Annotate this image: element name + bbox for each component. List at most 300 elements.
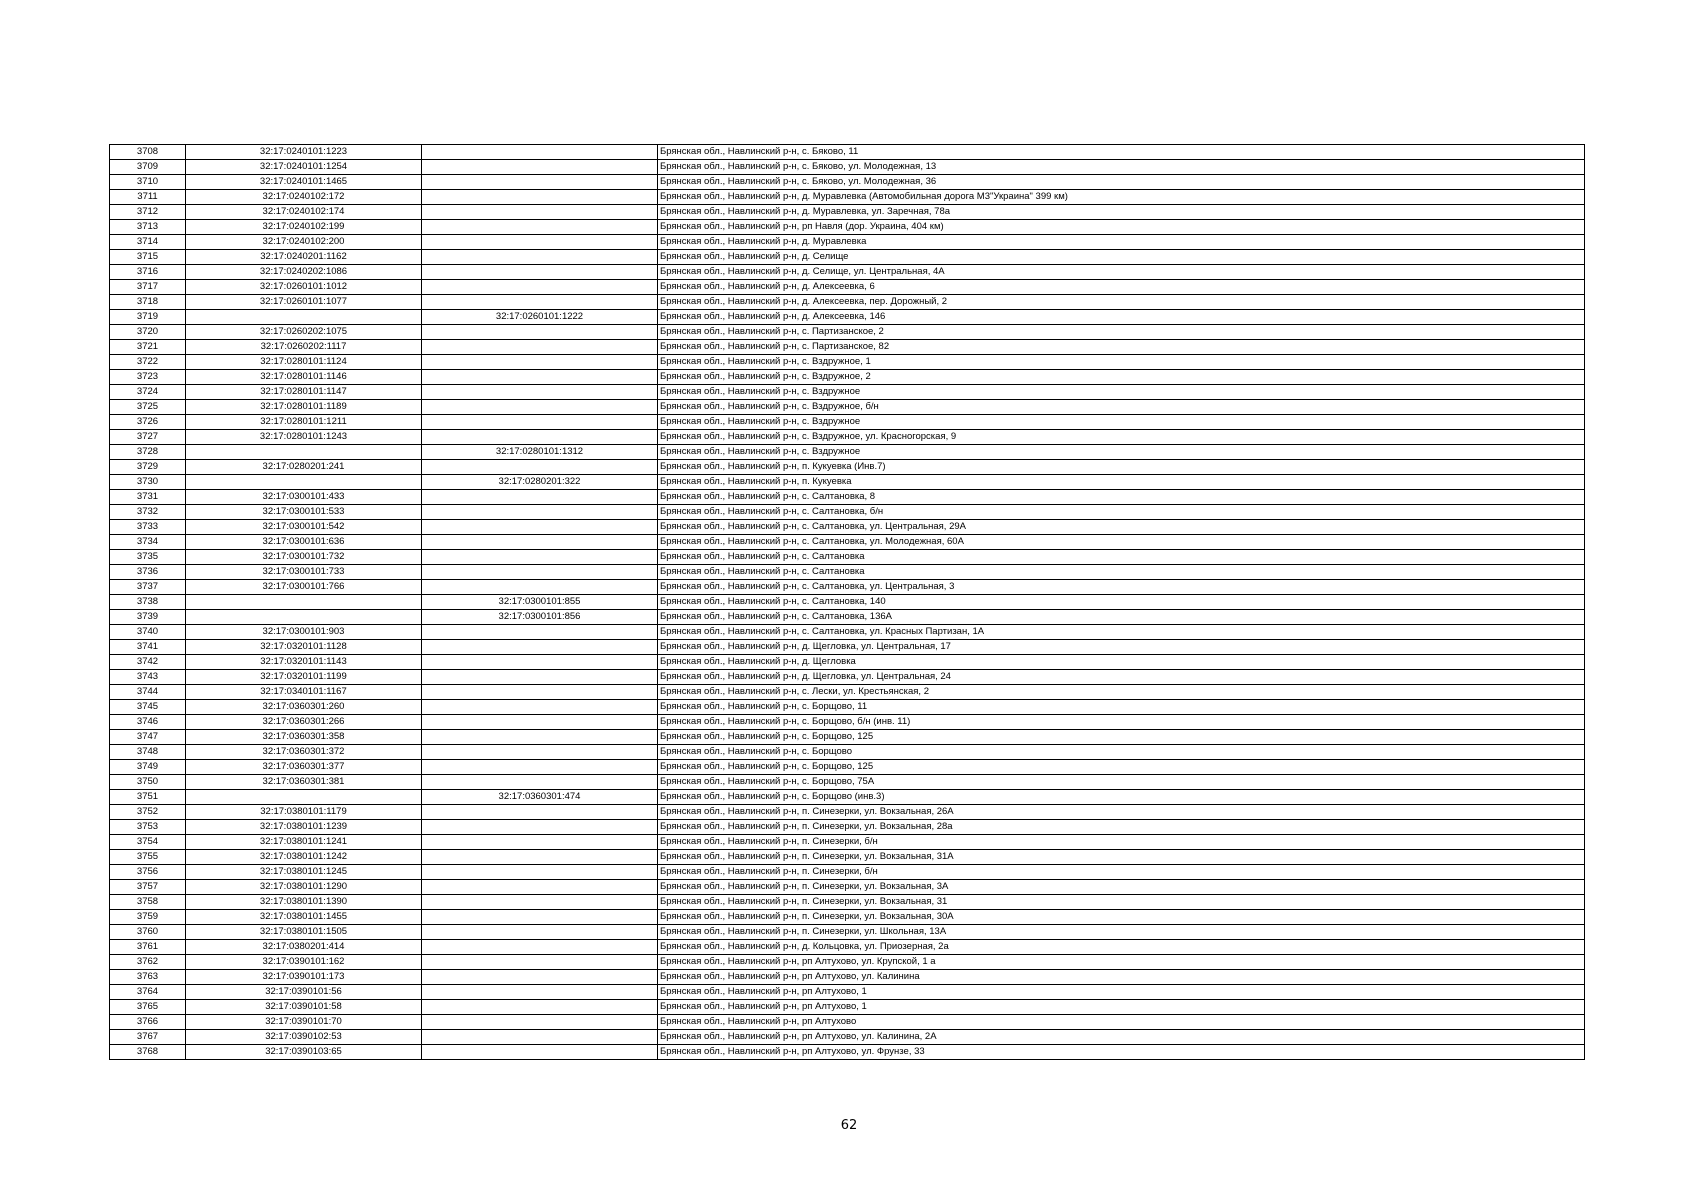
row-number-cell: 3746 [110,715,186,730]
cadastral-number-alt-cell [422,490,658,505]
cadastral-number-alt-cell [422,655,658,670]
cadastral-number-cell: 32:17:0260101:1077 [186,295,422,310]
row-number-cell: 3739 [110,610,186,625]
table-row [110,535,1585,550]
cadastral-number-alt-cell [422,355,658,370]
cadastral-number-cell: 32:17:0360301:358 [186,730,422,745]
cadastral-number-cell [186,790,422,805]
row-number-cell: 3757 [110,880,186,895]
row-number-cell: 3750 [110,775,186,790]
cadastral-number-alt-cell [422,1030,658,1045]
table-row [110,385,1585,400]
cadastral-number-alt-cell [422,415,658,430]
cadastral-number-cell [186,475,422,490]
row-number-cell: 3710 [110,175,186,190]
address-cell: Брянская обл., Навлинский р-н, п. Кукуевка (Инв.7) [658,460,1585,475]
address-cell: Брянская обл., Навлинский р-н, п. Кукуевка [658,475,1585,490]
table-row [110,280,1585,295]
cadastral-number-cell: 32:17:0380101:1390 [186,895,422,910]
table-row [110,625,1585,640]
cadastral-number-alt-cell [422,385,658,400]
table-row [110,520,1585,535]
cadastral-number-cell: 32:17:0390103:65 [186,1045,422,1060]
row-number-cell: 3720 [110,325,186,340]
address-cell: Брянская обл., Навлинский р-н, д. Алексеевка, 146 [658,310,1585,325]
table-row [110,160,1585,175]
cadastral-number-alt-cell [422,940,658,955]
cadastral-number-cell: 32:17:0340101:1167 [186,685,422,700]
address-cell: Брянская обл., Навлинский р-н, д. Кольцовка, ул. Приозерная, 2а [658,940,1585,955]
address-cell: Брянская обл., Навлинский р-н, рп Навля (дор. Украина, 404 км) [658,220,1585,235]
table-row [110,820,1585,835]
address-cell: Брянская обл., Навлинский р-н, с. Бяково, 11 [658,145,1585,160]
page-number: 62 [840,1118,858,1133]
table-row [110,790,1585,805]
table-row [110,940,1585,955]
address-cell: Брянская обл., Навлинский р-н, рп Алтухово, ул. Калинина [658,970,1585,985]
cadastral-number-alt-cell [422,880,658,895]
table-row [110,700,1585,715]
cadastral-number-alt-cell [422,640,658,655]
table-row [110,490,1585,505]
row-number-cell: 3761 [110,940,186,955]
address-cell: Брянская обл., Навлинский р-н, рп Алтухово [658,1015,1585,1030]
address-cell: Брянская обл., Навлинский р-н, с. Бяково, ул. Молодежная, 36 [658,175,1585,190]
address-cell: Брянская обл., Навлинский р-н, с. Салтановка, 140 [658,595,1585,610]
row-number-cell: 3730 [110,475,186,490]
address-cell: Брянская обл., Навлинский р-н, с. Салтановка [658,550,1585,565]
row-number-cell: 3725 [110,400,186,415]
cadastral-number-alt-cell [422,460,658,475]
cadastral-number-cell: 32:17:0260202:1075 [186,325,422,340]
cadastral-number-alt-cell [422,835,658,850]
cadastral-number-alt-cell: 32:17:0280201:322 [422,475,658,490]
cadastral-number-cell: 32:17:0360301:372 [186,745,422,760]
address-cell: Брянская обл., Навлинский р-н, с. Партизанское, 82 [658,340,1585,355]
cadastral-number-alt-cell [422,220,658,235]
cadastral-number-cell: 32:17:0360301:377 [186,760,422,775]
address-cell: Брянская обл., Навлинский р-н, д. Муравлевка (Автомобильная дорога М3"Украина" 399 км) [658,190,1585,205]
cadastral-number-cell: 32:17:0360301:260 [186,700,422,715]
address-cell: Брянская обл., Навлинский р-н, п. Синезерки, ул. Вокзальная, 26А [658,805,1585,820]
cadastral-number-cell: 32:17:0380101:1242 [186,850,422,865]
cadastral-number-cell: 32:17:0390101:173 [186,970,422,985]
address-cell: Брянская обл., Навлинский р-н, с. Салтановка [658,565,1585,580]
cadastral-number-cell: 32:17:0390101:162 [186,955,422,970]
cadastral-number-cell: 32:17:0390102:53 [186,1030,422,1045]
address-cell: Брянская обл., Навлинский р-н, с. Борщово, 75А [658,775,1585,790]
table-row [110,970,1585,985]
cadastral-number-cell: 32:17:0280101:1147 [186,385,422,400]
table-row [110,670,1585,685]
cadastral-number-alt-cell: 32:17:0260101:1222 [422,310,658,325]
table-row [110,745,1585,760]
table-row [110,1030,1585,1045]
address-cell: Брянская обл., Навлинский р-н, с. Борщово, б/н (инв. 11) [658,715,1585,730]
table-row [110,550,1585,565]
cadastral-number-cell: 32:17:0280101:1211 [186,415,422,430]
row-number-cell: 3756 [110,865,186,880]
cadastral-number-cell: 32:17:0380101:1455 [186,910,422,925]
address-cell: Брянская обл., Навлинский р-н, с. Борщово, 125 [658,760,1585,775]
address-cell: Брянская обл., Навлинский р-н, с. Вздружное, ул. Красногорская, 9 [658,430,1585,445]
address-cell: Брянская обл., Навлинский р-н, с. Борщово [658,745,1585,760]
table-row [110,895,1585,910]
row-number-cell: 3723 [110,370,186,385]
row-number-cell: 3760 [110,925,186,940]
cadastral-number-cell: 32:17:0280201:241 [186,460,422,475]
cadastral-number-cell: 32:17:0260101:1012 [186,280,422,295]
table-row [110,145,1585,160]
table-row [110,220,1585,235]
cadastral-number-cell: 32:17:0280101:1243 [186,430,422,445]
address-cell: Брянская обл., Навлинский р-н, с. Вздружное [658,385,1585,400]
row-number-cell: 3726 [110,415,186,430]
cadastral-number-alt-cell [422,370,658,385]
row-number-cell: 3743 [110,670,186,685]
cadastral-number-cell: 32:17:0240102:172 [186,190,422,205]
address-cell: Брянская обл., Навлинский р-н, с. Борщово, 11 [658,700,1585,715]
cadastral-number-cell: 32:17:0380101:1241 [186,835,422,850]
row-number-cell: 3751 [110,790,186,805]
row-number-cell: 3752 [110,805,186,820]
cadastral-number-cell: 32:17:0300101:636 [186,535,422,550]
row-number-cell: 3754 [110,835,186,850]
address-cell: Брянская обл., Навлинский р-н, п. Синезерки, ул. Вокзальная, 3А [658,880,1585,895]
cadastral-number-alt-cell [422,700,658,715]
table-row [110,595,1585,610]
cadastral-number-alt-cell: 32:17:0280101:1312 [422,445,658,460]
cadastral-number-alt-cell [422,925,658,940]
cadastral-number-cell: 32:17:0380101:1179 [186,805,422,820]
cadastral-number-cell: 32:17:0300101:766 [186,580,422,595]
row-number-cell: 3736 [110,565,186,580]
table-row [110,715,1585,730]
cadastral-number-cell: 32:17:0360301:381 [186,775,422,790]
cadastral-number-cell: 32:17:0300101:542 [186,520,422,535]
row-number-cell: 3728 [110,445,186,460]
row-number-cell: 3731 [110,490,186,505]
cadastral-number-alt-cell [422,160,658,175]
address-cell: Брянская обл., Навлинский р-н, п. Синезерки, ул. Вокзальная, 31А [658,850,1585,865]
address-cell: Брянская обл., Навлинский р-н, рп Алтухово, ул. Крупской, 1 а [658,955,1585,970]
row-number-cell: 3718 [110,295,186,310]
address-cell: Брянская обл., Навлинский р-н, с. Салтановка, ул. Центральная, 29А [658,520,1585,535]
row-number-cell: 3716 [110,265,186,280]
cadastral-number-alt-cell [422,250,658,265]
address-cell: Брянская обл., Навлинский р-н, с. Борщово (инв.3) [658,790,1585,805]
cadastral-number-alt-cell [422,1000,658,1015]
table-row [110,775,1585,790]
cadastral-number-cell: 32:17:0300101:903 [186,625,422,640]
row-number-cell: 3749 [110,760,186,775]
table-body [110,145,1585,1060]
address-cell: Брянская обл., Навлинский р-н, с. Лески, ул. Крестьянская, 2 [658,685,1585,700]
table-row [110,325,1585,340]
cadastral-number-alt-cell [422,730,658,745]
cadastral-number-cell: 32:17:0240102:200 [186,235,422,250]
cadastral-number-cell: 32:17:0240101:1223 [186,145,422,160]
table-row [110,235,1585,250]
row-number-cell: 3744 [110,685,186,700]
row-number-cell: 3712 [110,205,186,220]
cadastral-number-cell: 32:17:0380101:1505 [186,925,422,940]
cadastral-number-alt-cell [422,205,658,220]
cadastral-number-alt-cell [422,715,658,730]
table-row [110,265,1585,280]
address-cell: Брянская обл., Навлинский р-н, с. Бяково, ул. Молодежная, 13 [658,160,1585,175]
address-cell: Брянская обл., Навлинский р-н, с. Салтановка, 136А [658,610,1585,625]
cadastral-number-alt-cell [422,1045,658,1060]
table-row [110,1045,1585,1060]
cadastral-number-alt-cell [422,190,658,205]
row-number-cell: 3733 [110,520,186,535]
table-row [110,910,1585,925]
table-row [110,205,1585,220]
cadastral-number-cell: 32:17:0240102:174 [186,205,422,220]
address-cell: Брянская обл., Навлинский р-н, с. Борщово, 125 [658,730,1585,745]
address-cell: Брянская обл., Навлинский р-н, рп Алтухово, ул. Фрунзе, 33 [658,1045,1585,1060]
row-number-cell: 3759 [110,910,186,925]
row-number-cell: 3763 [110,970,186,985]
address-cell: Брянская обл., Навлинский р-н, с. Вздружное [658,415,1585,430]
address-cell: Брянская обл., Навлинский р-н, д. Щегловка, ул. Центральная, 24 [658,670,1585,685]
cadastral-number-alt-cell [422,775,658,790]
cadastral-number-cell: 32:17:0300101:733 [186,565,422,580]
address-cell: Брянская обл., Навлинский р-н, с. Салтановка, ул. Молодежная, 60А [658,535,1585,550]
table-row [110,445,1585,460]
cadastral-number-alt-cell [422,745,658,760]
property-registry-table [109,144,1585,1060]
cadastral-number-cell: 32:17:0240202:1086 [186,265,422,280]
cadastral-number-alt-cell [422,550,658,565]
row-number-cell: 3722 [110,355,186,370]
table-row [110,805,1585,820]
row-number-cell: 3742 [110,655,186,670]
row-number-cell: 3758 [110,895,186,910]
row-number-cell: 3738 [110,595,186,610]
cadastral-number-alt-cell [422,235,658,250]
table-row [110,190,1585,205]
table-row [110,400,1585,415]
table-row [110,955,1585,970]
row-number-cell: 3719 [110,310,186,325]
table-row [110,925,1585,940]
address-cell: Брянская обл., Навлинский р-н, с. Вздружное [658,445,1585,460]
row-number-cell: 3729 [110,460,186,475]
address-cell: Брянская обл., Навлинский р-н, п. Синезерки, ул. Вокзальная, 30А [658,910,1585,925]
row-number-cell: 3713 [110,220,186,235]
row-number-cell: 3748 [110,745,186,760]
row-number-cell: 3708 [110,145,186,160]
cadastral-number-alt-cell [422,760,658,775]
row-number-cell: 3724 [110,385,186,400]
cadastral-number-alt-cell [422,400,658,415]
cadastral-number-alt-cell [422,325,658,340]
cadastral-number-alt-cell [422,520,658,535]
cadastral-number-alt-cell [422,805,658,820]
cadastral-number-cell: 32:17:0390101:58 [186,1000,422,1015]
row-number-cell: 3721 [110,340,186,355]
cadastral-number-alt-cell [422,850,658,865]
table-row [110,340,1585,355]
table-row [110,565,1585,580]
cadastral-number-alt-cell [422,145,658,160]
table-row [110,475,1585,490]
cadastral-number-cell: 32:17:0300101:732 [186,550,422,565]
row-number-cell: 3740 [110,625,186,640]
row-number-cell: 3741 [110,640,186,655]
cadastral-number-cell [186,610,422,625]
cadastral-number-cell: 32:17:0240102:199 [186,220,422,235]
table-row [110,865,1585,880]
cadastral-number-cell [186,595,422,610]
table-row [110,835,1585,850]
row-number-cell: 3764 [110,985,186,1000]
address-cell: Брянская обл., Навлинский р-н, д. Селище [658,250,1585,265]
row-number-cell: 3766 [110,1015,186,1030]
cadastral-number-alt-cell [422,580,658,595]
cadastral-number-alt-cell [422,820,658,835]
cadastral-number-alt-cell [422,505,658,520]
row-number-cell: 3737 [110,580,186,595]
table-row [110,655,1585,670]
address-cell: Брянская обл., Навлинский р-н, рп Алтухово, ул. Калинина, 2А [658,1030,1585,1045]
address-cell: Брянская обл., Навлинский р-н, с. Салтановка, ул. Красных Партизан, 1А [658,625,1585,640]
address-cell: Брянская обл., Навлинский р-н, д. Селище, ул. Центральная, 4А [658,265,1585,280]
row-number-cell: 3767 [110,1030,186,1045]
table-row [110,310,1585,325]
row-number-cell: 3715 [110,250,186,265]
address-cell: Брянская обл., Навлинский р-н, рп Алтухово, 1 [658,985,1585,1000]
table-row [110,295,1585,310]
table-row [110,1015,1585,1030]
row-number-cell: 3732 [110,505,186,520]
address-cell: Брянская обл., Навлинский р-н, д. Щегловка [658,655,1585,670]
cadastral-number-cell: 32:17:0390101:56 [186,985,422,1000]
table-row [110,415,1585,430]
cadastral-number-alt-cell [422,625,658,640]
address-cell: Брянская обл., Навлинский р-н, п. Синезерки, б/н [658,835,1585,850]
cadastral-number-cell: 32:17:0240101:1254 [186,160,422,175]
row-number-cell: 3727 [110,430,186,445]
cadastral-number-cell: 32:17:0320101:1143 [186,655,422,670]
cadastral-number-cell: 32:17:0240201:1162 [186,250,422,265]
address-cell: Брянская обл., Навлинский р-н, п. Синезерки, ул. Вокзальная, 28а [658,820,1585,835]
cadastral-number-cell: 32:17:0300101:533 [186,505,422,520]
cadastral-number-cell: 32:17:0240101:1465 [186,175,422,190]
cadastral-number-alt-cell [422,565,658,580]
address-cell: Брянская обл., Навлинский р-н, с. Салтановка, б/н [658,505,1585,520]
address-cell: Брянская обл., Навлинский р-н, с. Вздружное, 1 [658,355,1585,370]
address-cell: Брянская обл., Навлинский р-н, д. Муравлевка [658,235,1585,250]
table-row [110,355,1585,370]
address-cell: Брянская обл., Навлинский р-н, с. Салтановка, 8 [658,490,1585,505]
cadastral-number-alt-cell: 32:17:0300101:856 [422,610,658,625]
cadastral-number-cell: 32:17:0280101:1189 [186,400,422,415]
cadastral-number-cell: 32:17:0360301:266 [186,715,422,730]
table-row [110,985,1585,1000]
row-number-cell: 3734 [110,535,186,550]
row-number-cell: 3711 [110,190,186,205]
table-row [110,850,1585,865]
row-number-cell: 3755 [110,850,186,865]
table-row [110,730,1585,745]
cadastral-number-cell: 32:17:0320101:1128 [186,640,422,655]
cadastral-number-alt-cell [422,985,658,1000]
table-row [110,685,1585,700]
cadastral-number-alt-cell: 32:17:0300101:855 [422,595,658,610]
cadastral-number-alt-cell [422,970,658,985]
cadastral-number-cell: 32:17:0380101:1245 [186,865,422,880]
address-cell: Брянская обл., Навлинский р-н, с. Партизанское, 2 [658,325,1585,340]
table-row [110,1000,1585,1015]
cadastral-number-alt-cell [422,910,658,925]
table-row [110,430,1585,445]
cadastral-number-alt-cell [422,265,658,280]
cadastral-number-alt-cell [422,670,658,685]
cadastral-number-alt-cell [422,865,658,880]
address-cell: Брянская обл., Навлинский р-н, п. Синезерки, б/н [658,865,1585,880]
address-cell: Брянская обл., Навлинский р-н, д. Алексеевка, пер. Дорожный, 2 [658,295,1585,310]
cadastral-number-cell: 32:17:0380101:1239 [186,820,422,835]
cadastral-number-cell: 32:17:0320101:1199 [186,670,422,685]
cadastral-number-cell [186,445,422,460]
address-cell: Брянская обл., Навлинский р-н, с. Вздружное, 2 [658,370,1585,385]
row-number-cell: 3745 [110,700,186,715]
table-row [110,460,1585,475]
address-cell: Брянская обл., Навлинский р-н, д. Алексеевка, 6 [658,280,1585,295]
row-number-cell: 3717 [110,280,186,295]
cadastral-number-cell: 32:17:0260202:1117 [186,340,422,355]
row-number-cell: 3762 [110,955,186,970]
address-cell: Брянская обл., Навлинский р-н, д. Щегловка, ул. Центральная, 17 [658,640,1585,655]
cadastral-number-cell: 32:17:0380101:1290 [186,880,422,895]
cadastral-number-alt-cell: 32:17:0360301:474 [422,790,658,805]
cadastral-number-alt-cell [422,280,658,295]
table-row [110,175,1585,190]
row-number-cell: 3747 [110,730,186,745]
cadastral-number-alt-cell [422,1015,658,1030]
address-cell: Брянская обл., Навлинский р-н, с. Салтановка, ул. Центральная, 3 [658,580,1585,595]
cadastral-number-alt-cell [422,955,658,970]
address-cell: Брянская обл., Навлинский р-н, с. Вздружное, б/н [658,400,1585,415]
row-number-cell: 3768 [110,1045,186,1060]
cadastral-number-cell: 32:17:0390101:70 [186,1015,422,1030]
table-row [110,760,1585,775]
cadastral-number-cell: 32:17:0300101:433 [186,490,422,505]
table-row [110,505,1585,520]
address-cell: Брянская обл., Навлинский р-н, рп Алтухово, 1 [658,1000,1585,1015]
cadastral-number-cell: 32:17:0280101:1146 [186,370,422,385]
cadastral-number-alt-cell [422,430,658,445]
cadastral-number-cell: 32:17:0380201:414 [186,940,422,955]
cadastral-number-alt-cell [422,175,658,190]
address-cell: Брянская обл., Навлинский р-н, д. Муравлевка, ул. Заречная, 78а [658,205,1585,220]
row-number-cell: 3735 [110,550,186,565]
table-row [110,250,1585,265]
row-number-cell: 3753 [110,820,186,835]
cadastral-number-alt-cell [422,685,658,700]
cadastral-number-alt-cell [422,340,658,355]
row-number-cell: 3709 [110,160,186,175]
row-number-cell: 3765 [110,1000,186,1015]
address-cell: Брянская обл., Навлинский р-н, п. Синезерки, ул. Вокзальная, 31 [658,895,1585,910]
cadastral-number-cell [186,310,422,325]
table-row [110,640,1585,655]
table-row [110,610,1585,625]
cadastral-number-alt-cell [422,895,658,910]
